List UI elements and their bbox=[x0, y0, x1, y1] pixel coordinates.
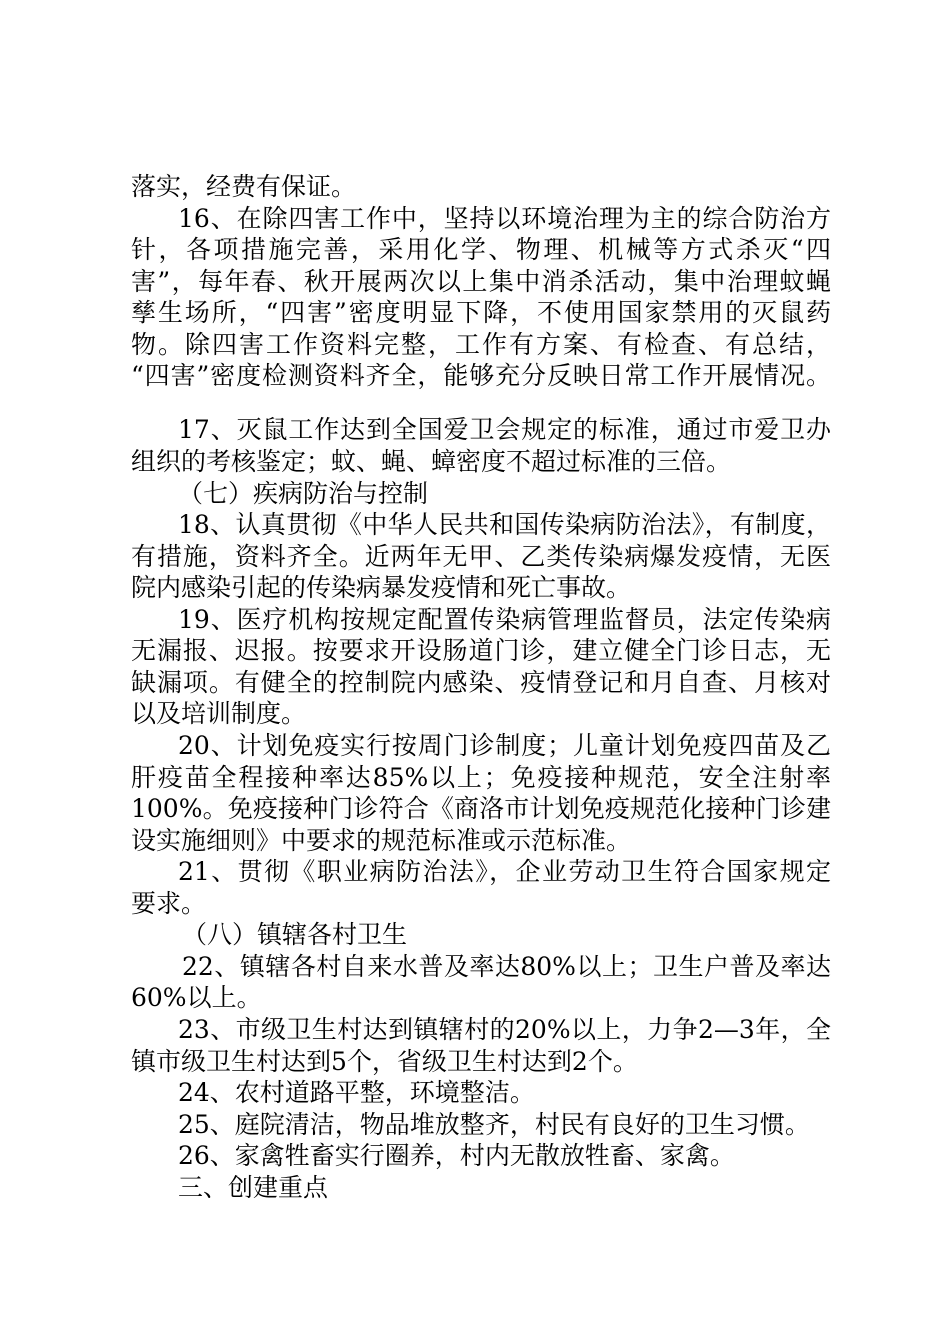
text-line: “四害”密度检测资料齐全，能够充分反映日常工作开展情况。 bbox=[131, 361, 831, 390]
text-line: 20、计划免疫实行按周门诊制度；儿童计划免疫四苗及乙 bbox=[178, 731, 831, 760]
text-line: 22、镇辖各村自来水普及率达80%以上；卫生户普及率达 bbox=[182, 952, 831, 981]
text-line: 害”，每年春、秋开展两次以上集中消杀活动，集中治理蚊蝇 bbox=[131, 267, 831, 296]
text-line: 100%。免疫接种门诊符合《商洛市计划免疫规范化接种门诊建 bbox=[131, 794, 831, 823]
text-line: 肝疫苗全程接种率达85%以上；免疫接种规范，安全注射率 bbox=[131, 763, 831, 792]
section-heading: （七）疾病防治与控制 bbox=[178, 479, 429, 508]
text-line: 21、贯彻《职业病防治法》，企业劳动卫生符合国家规定 bbox=[178, 857, 831, 886]
text-line: 物。除四害工作资料完整，工作有方案、有检查、有总结， bbox=[131, 330, 831, 359]
text-line: 24、农村道路平整，环境整洁。 bbox=[178, 1078, 535, 1107]
text-line: 院内感染引起的传染病暴发疫情和死亡事故。 bbox=[131, 573, 632, 602]
text-line: 有措施，资料齐全。近两年无甲、乙类传染病爆发疫情，无医 bbox=[131, 542, 831, 571]
text-line: 17、灭鼠工作达到全国爱卫会规定的标准，通过市爱卫办 bbox=[178, 415, 831, 444]
text-line: 以及培训制度。 bbox=[131, 699, 307, 728]
text-line: 要求。 bbox=[131, 889, 207, 918]
text-line: 60%以上。 bbox=[131, 983, 262, 1012]
text-line: 25、庭院清洁，物品堆放整齐，村民有良好的卫生习惯。 bbox=[178, 1110, 810, 1139]
text-line: 19、医疗机构按规定配置传染病管理监督员，法定传染病 bbox=[178, 605, 831, 634]
text-line: 设实施细则》中要求的规范标准或示范标准。 bbox=[131, 826, 632, 855]
text-line: 26、家禽牲畜实行圈养，村内无散放牲畜、家禽。 bbox=[178, 1141, 735, 1170]
text-line: 16、在除四害工作中，坚持以环境治理为主的综合防治方 bbox=[178, 204, 831, 233]
section-heading: 三、创建重点 bbox=[178, 1173, 329, 1202]
text-line: 落实，经费有保证。 bbox=[131, 172, 357, 201]
text-line: 孳生场所，“四害”密度明显下降，不使用国家禁用的灭鼠药 bbox=[131, 298, 831, 327]
section-heading: （八）镇辖各村卫生 bbox=[182, 920, 408, 949]
text-line: 18、认真贯彻《中华人民共和国传染病防治法》，有制度， bbox=[178, 510, 831, 539]
text-line: 组织的考核鉴定；蚊、蝇、蟑密度不超过标准的三倍。 bbox=[131, 447, 732, 476]
text-line: 缺漏项。有健全的控制院内感染、疫情登记和月自查、月核对 bbox=[131, 668, 831, 697]
text-line: 镇市级卫生村达到5个，省级卫生村达到2个。 bbox=[131, 1047, 638, 1076]
text-line: 23、市级卫生村达到镇辖村的20%以上，力争2—3年，全 bbox=[178, 1015, 831, 1044]
text-line: 针，各项措施完善，采用化学、物理、机械等方式杀灭“四 bbox=[131, 235, 831, 264]
text-line: 无漏报、迟报。按要求开设肠道门诊，建立健全门诊日志，无 bbox=[131, 636, 831, 665]
